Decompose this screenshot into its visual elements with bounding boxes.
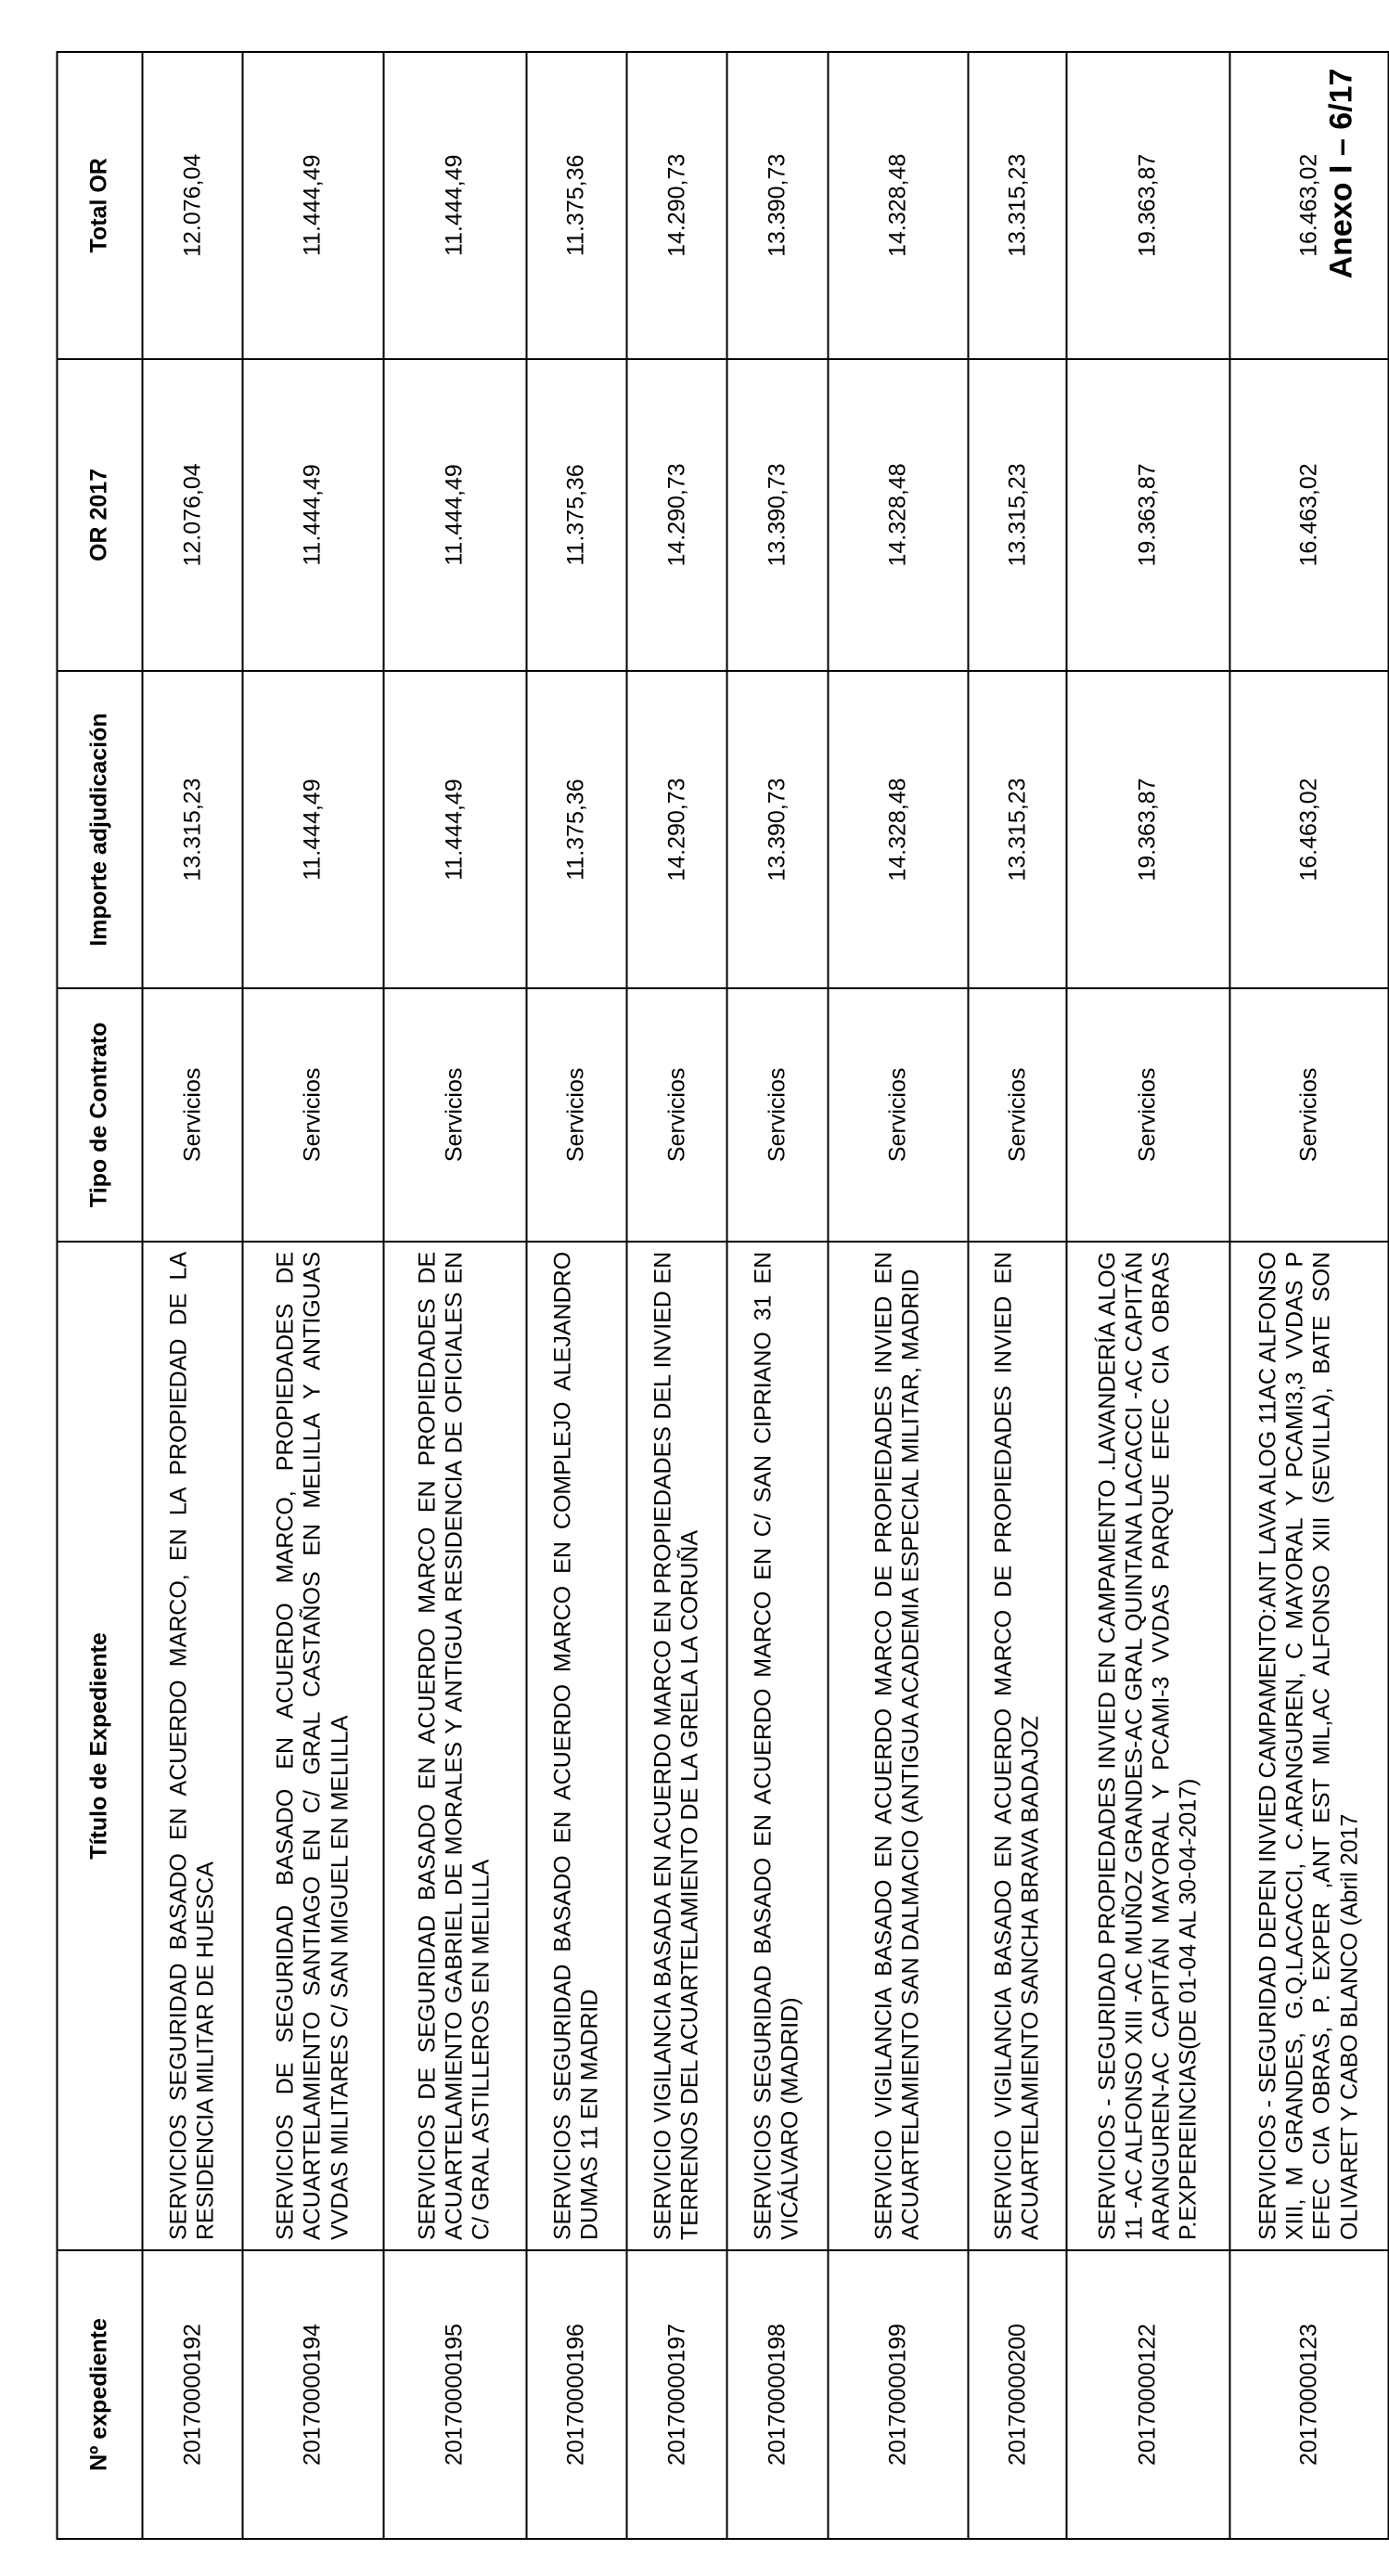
cell-total: 19.363,87 [1067,52,1229,359]
cell-total: 11.444,49 [383,52,526,359]
cell-tipo: Servicios [627,988,727,1242]
cell-tipo: Servicios [727,988,828,1242]
cell-importe: 16.463,02 [1229,671,1388,988]
cell-title: SERVICIO VIGILANCIA BASADO EN ACUERDO MARCO DE PROPIEDADES INVIED EN ACUARTELAMIENTO SANCHA BRAVA BADAJOZ [969,1242,1067,2250]
cell-title: SERVICIOS DE SEGURIDAD BASADO EN ACUERDO MARCO EN PROPIEDADES DE ACUARTELAMIENTO GABRIEL DE MORALES Y ANTIGUA RESIDENCIA DE OFICIALES EN C/ GRAL ASTILLEROS EN MELILLA [383,1242,526,2250]
cell-num: 20170000199 [828,2250,969,2539]
cell-importe: 13.315,23 [969,671,1067,988]
cell-total: 11.444,49 [243,52,384,359]
cell-or2017: 11.375,36 [526,359,626,672]
col-header-importe: Importe adjudicación [58,671,143,988]
cell-tipo: Servicios [828,988,969,1242]
cell-num: 20170000122 [1067,2250,1229,2539]
cell-num: 20170000198 [727,2250,828,2539]
table-row [969,52,1067,2539]
col-header-total: Total OR [58,52,143,359]
cell-tipo: Servicios [1229,988,1388,1242]
cell-tipo: Servicios [143,988,243,1242]
cell-num: 20170000196 [526,2250,626,2539]
cell-importe: 11.444,49 [383,671,526,988]
cell-total: 14.328,48 [828,52,969,359]
cell-tipo: Servicios [969,988,1067,1242]
cell-tipo: Servicios [243,988,384,1242]
cell-title: SERVICIOS SEGURIDAD BASADO EN ACUERDO MARCO, EN LA PROPIEDAD DE LA RESIDENCIA MILITAR DE HUESCA [143,1242,243,2250]
contracts-table [57,51,1389,2540]
cell-total: 12.076,04 [143,52,243,359]
table-row [526,52,626,2539]
table-row [828,52,969,2539]
cell-title: SERVICIOS DE SEGURIDAD BASADO EN ACUERDO MARCO, PROPIEDADES DE ACUARTELAMIENTO SANTIAGO EN C/ GRAL CASTAÑOS EN MELILLA Y ANTIGUAS VVDAS MILITARES C/ SAN MIGUEL EN MELILLA [243,1242,384,2250]
cell-or2017: 13.315,23 [969,359,1067,672]
cell-or2017: 14.290,73 [627,359,727,672]
cell-title: SERVICIOS SEGURIDAD BASADO EN ACUERDO MARCO EN COMPLEJO ALEJANDRO DUMAS 11 EN MADRID [526,1242,626,2250]
table-row [627,52,727,2539]
cell-num: 20170000200 [969,2250,1067,2539]
table-row [727,52,828,2539]
cell-num: 20170000123 [1229,2250,1388,2539]
cell-or2017: 12.076,04 [143,359,243,672]
header-row [58,52,143,2539]
table-row [383,52,526,2539]
cell-or2017: 16.463,02 [1229,359,1388,672]
cell-or2017: 11.444,49 [243,359,384,672]
table-row [1067,52,1229,2539]
page-header: Anexo I – 6/17 [1323,68,1359,279]
contracts-table-wrapper [57,51,1389,2540]
col-header-title: Título de Expediente [58,1242,143,2250]
cell-or2017: 19.363,87 [1067,359,1229,672]
col-header-num: Nº expediente [58,2250,143,2539]
table-row [243,52,384,2539]
cell-total: 13.390,73 [727,52,828,359]
cell-importe: 14.290,73 [627,671,727,988]
cell-title: SERVICIOS - SEGURIDAD DEPEN INVIED CAMPAMENTO:ANT LAVA ALOG 11AC ALFONSO XIII, M GRANDES, G.Q.LACACCI, C.ARANGUREN, C MAYORAL Y PCAMI3,3 VVDAS P EFEC CIA OBRAS, P. EXPER ,ANT EST MIL,AC ALFONSO XIII (SEVILLA), BATE SON OLIVARET Y CABO BLANCO (Abril 2017 [1229,1242,1388,2250]
cell-title: SERVICIOS SEGURIDAD BASADO EN ACUERDO MARCO EN C/ SAN CIPRIANO 31 EN VICÁLVARO (MADRID) [727,1242,828,2250]
cell-num: 20170000197 [627,2250,727,2539]
cell-total: 11.375,36 [526,52,626,359]
table-row [1229,52,1388,2539]
cell-total: 14.290,73 [627,52,727,359]
cell-or2017: 13.390,73 [727,359,828,672]
cell-importe: 13.315,23 [143,671,243,988]
cell-importe: 14.328,48 [828,671,969,988]
cell-total: 13.315,23 [969,52,1067,359]
cell-importe: 11.375,36 [526,671,626,988]
cell-num: 20170000192 [143,2250,243,2539]
cell-tipo: Servicios [526,988,626,1242]
cell-importe: 13.390,73 [727,671,828,988]
cell-importe: 19.363,87 [1067,671,1229,988]
col-header-tipo: Tipo de Contrato [58,988,143,1242]
col-header-or2017: OR 2017 [58,359,143,672]
table-row [143,52,243,2539]
cell-or2017: 14.328,48 [828,359,969,672]
cell-title: SERVICIO VIGILANCIA BASADA EN ACUERDO MARCO EN PROPIEDADES DEL INVIED EN TERRENOS DEL ACUARTELAMIENTO DE LA GRELA LA CORUÑA [627,1242,727,2250]
cell-importe: 11.444,49 [243,671,384,988]
cell-total: 16.463,02 [1229,52,1388,359]
cell-num: 20170000195 [383,2250,526,2539]
cell-or2017: 11.444,49 [383,359,526,672]
cell-title: SERVICIOS - SEGURIDAD PROPIEDADES INVIED EN CAMPAMENTO .LAVANDERÍA ALOG 11 -AC ALFONSO XIII -AC MUÑOZ GRANDES-AC GRAL QUINTANA LACACCI -AC CAPITÁN ARANGUREN-AC CAPITÁN MAYORAL Y PCAMI-3 VVDAS PARQUE EFEC CIA OBRAS P.EXPEREINCIAS(DE 01-04 AL 30-04-2017) [1067,1242,1229,2250]
cell-title: SERVICIO VIGILANCIA BASADO EN ACUERDO MARCO DE PROPIEDADES INVIED EN ACUARTELAMIENTO SAN DALMACIO (ANTIGUA ACADEMIA ESPECIAL MILITAR, MADRID [828,1242,969,2250]
cell-tipo: Servicios [1067,988,1229,1242]
cell-num: 20170000194 [243,2250,384,2539]
cell-tipo: Servicios [383,988,526,1242]
